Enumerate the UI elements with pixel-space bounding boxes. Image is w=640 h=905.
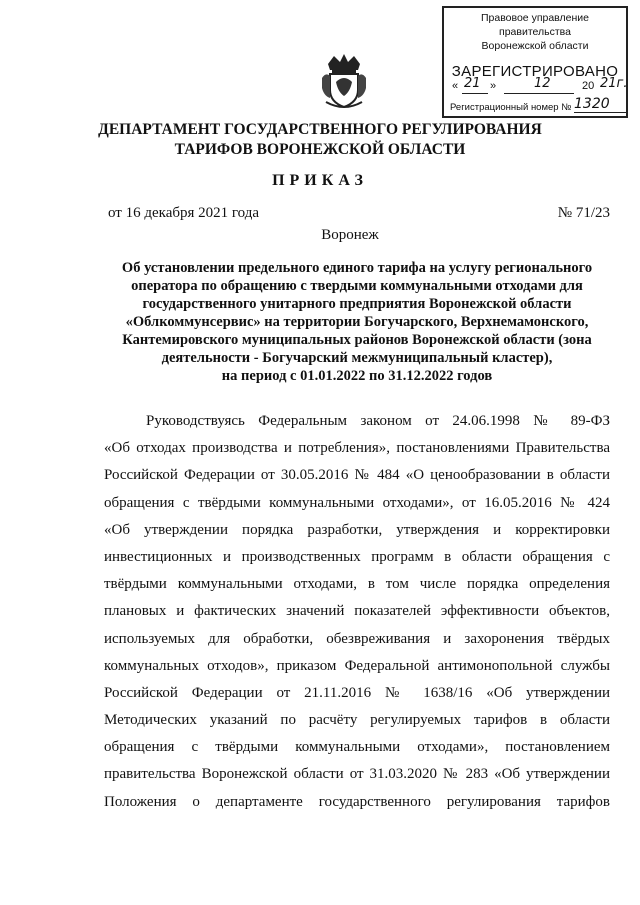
subject-line: деятельности - Богучарский межмуниципальный кластер), <box>161 350 553 366</box>
stamp-close-quote: » <box>490 80 497 92</box>
subject-line: оператора по обращению с твердыми коммунальными отходами для <box>131 278 583 294</box>
stamp-registered: ЗАРЕГИСТРИРОВАНО <box>451 63 619 80</box>
stamp-reg-label: Регистрационный номер № <box>450 102 572 113</box>
stamp-year: 20 <box>582 80 595 92</box>
subject-line: Кантемировского муниципальных районов Воронежской области (зона <box>122 332 592 348</box>
body-line: правительства Воронежской области от 31.03.2020 № 283 «Об утверждении <box>104 766 610 783</box>
stamp-line-2: Воронежской области <box>481 40 589 52</box>
body-line: «Об отходах производства и потребления», постановлениями Правительства <box>104 440 610 457</box>
body-line: Российской Федерации от 30.05.2016 № 484 «О ценообразовании в области <box>104 467 610 484</box>
stamp-year-hand: 21г. <box>600 76 628 91</box>
stamp-reg-number <box>450 96 610 113</box>
stamp-day: 21 <box>464 76 481 91</box>
body-line: инвестиционных и производственных программ в области обращения с <box>104 548 610 565</box>
subject-line: Об установлении предельного единого тарифа на услугу регионального <box>121 260 593 276</box>
body-line: Методических указаний по расчёту регулируемых тарифов в области <box>104 712 610 729</box>
subject-line: на период с 01.01.2022 по 31.12.2022 годов <box>221 368 493 384</box>
subject-line: государственного унитарного предприятия Воронежской области <box>142 296 572 312</box>
document-city: Воронеж <box>321 227 379 243</box>
body-line: «Об утверждении порядка разработки, утверждения и корректировки <box>104 521 610 538</box>
stamp-date <box>452 76 628 96</box>
document-body <box>104 408 610 816</box>
department-title <box>0 120 640 160</box>
stamp-line-1: Правовое управление правительства <box>480 12 589 38</box>
stamp-month-line <box>504 93 574 94</box>
body-line: Положения о департаменте государственного регулирования тарифов <box>104 793 610 810</box>
stamp-month: 12 <box>534 76 551 91</box>
department-line-1: ДЕПАРТАМЕНТ ГОСУДАРСТВЕННОГО РЕГУЛИРОВАНИЯ <box>98 121 542 138</box>
body-line: твёрдыми коммунальными отходами, в том числе порядка определения <box>104 576 610 593</box>
body-line: обращения с твёрдыми коммунальными отходами», постановлением <box>104 739 610 756</box>
body-line: обращения с твёрдыми коммунальными отходами», от 16.05.2016 № 424 <box>104 494 610 511</box>
body-line: используемых для обработки, обезвреживания и захоронения твёрдых <box>104 630 610 647</box>
subject-line: «Облкоммунсервис» на территории Богучарского, Верхнемамонского, <box>125 314 589 330</box>
document-date: от 16 декабря 2021 года <box>108 205 260 221</box>
stamp-open-quote: « <box>452 80 459 92</box>
body-line: коммунальных отходов», приказом Федеральной антимонопольной службы <box>104 657 610 674</box>
registration-stamp <box>442 6 628 118</box>
stamp-header <box>444 11 626 53</box>
body-line: Российской Федерации от 21.11.2016 № 1638/16 «Об утверждении <box>104 684 610 701</box>
document-subject <box>112 259 602 385</box>
stamp-reg-value: 1320 <box>574 96 626 113</box>
department-line-2: ТАРИФОВ ВОРОНЕЖСКОЙ ОБЛАСТИ <box>174 141 466 158</box>
document-number: № 71/23 <box>557 205 610 221</box>
body-line: Руководствуясь Федеральным законом от 24.06.1998 № 89-ФЗ <box>146 413 610 429</box>
coat-of-arms-icon <box>320 52 368 110</box>
stamp-day-line <box>462 93 488 94</box>
document-type: ПРИКАЗ <box>272 172 368 189</box>
body-line: плановых и фактических значений показателей эффективности объектов, <box>104 603 610 620</box>
